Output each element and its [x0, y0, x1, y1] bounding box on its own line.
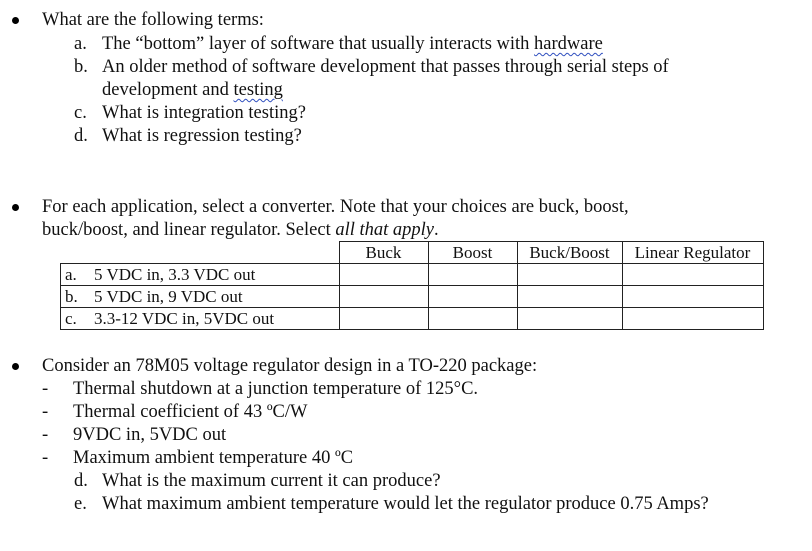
list-item-a	[74, 33, 603, 56]
cell-buck-c[interactable]	[339, 308, 428, 330]
row-letter: b.	[65, 286, 78, 306]
dash-item	[42, 401, 308, 424]
dash-text: Thermal coefficient of 43 ºC/W	[73, 402, 308, 422]
spellcheck-underlined-word: hardware	[534, 34, 603, 54]
dash-text: Thermal shutdown at a junction temperature of 125°C.	[73, 379, 479, 399]
row-letter: a.	[65, 264, 77, 284]
spellcheck-underlined-word: testing	[233, 80, 283, 100]
list-item-c	[74, 102, 306, 125]
item-letter: e.	[74, 494, 87, 514]
row-text: 5 VDC in, 9 VDC out	[94, 286, 243, 306]
list-item-b	[74, 56, 669, 79]
cell-buck-boost-b[interactable]	[517, 286, 622, 308]
header-buck-boost: Buck/Boost	[517, 242, 622, 264]
header-buck: Buck	[339, 242, 428, 264]
dash-marker: -	[42, 425, 49, 445]
list-item-d	[74, 125, 302, 148]
cell-buck-b[interactable]	[339, 286, 428, 308]
item-letter: c.	[74, 103, 87, 123]
item-letter: b.	[74, 57, 88, 77]
converter-instructions-line2	[42, 219, 439, 242]
cell-buck-boost-c[interactable]	[517, 308, 622, 330]
item-text: What is the maximum current it can produce?	[102, 471, 441, 491]
cell-linear-b[interactable]	[622, 286, 763, 308]
list-item-b-cont	[102, 79, 283, 102]
list-item-d2	[74, 470, 441, 493]
bullet-2	[12, 204, 19, 211]
dash-marker: -	[42, 379, 49, 399]
item-text: development and	[102, 80, 234, 100]
cell-linear-c[interactable]	[622, 308, 763, 330]
item-letter: d.	[74, 126, 88, 146]
cell-boost-c[interactable]	[428, 308, 517, 330]
row-label-a	[61, 264, 340, 286]
row-label-b	[61, 286, 340, 308]
cell-buck-a[interactable]	[339, 264, 428, 286]
dash-item	[42, 447, 353, 470]
bullet-3	[12, 363, 19, 370]
header-linear-regulator: Linear Regulator	[622, 242, 763, 264]
item-text: What is regression testing?	[102, 126, 302, 146]
dash-item	[42, 378, 478, 401]
dash-marker: -	[42, 448, 49, 468]
instruction-emphasis: all that apply	[335, 220, 435, 240]
converter-table	[60, 241, 764, 330]
table-row	[61, 286, 764, 308]
dash-text: 9VDC in, 5VDC out	[73, 425, 227, 445]
table-row	[61, 264, 764, 286]
instruction-period: .	[434, 220, 439, 240]
cell-linear-a[interactable]	[622, 264, 763, 286]
list-item-e	[74, 493, 709, 516]
item-letter: d.	[74, 471, 88, 491]
dash-marker: -	[42, 402, 49, 422]
row-letter: c.	[65, 308, 77, 328]
row-label-c	[61, 308, 340, 330]
bullet-1	[12, 17, 19, 24]
item-text: What is integration testing?	[102, 103, 306, 123]
question-terms: What are the following terms:	[42, 10, 264, 30]
converter-instructions-line1: For each application, select a converter. Note that your choices are buck, boost,	[42, 197, 629, 217]
table-row	[61, 308, 764, 330]
item-text: What maximum ambient temperature would let the regulator produce 0.75 Amps?	[102, 494, 709, 514]
table-header-row	[61, 242, 764, 264]
cell-buck-boost-a[interactable]	[517, 264, 622, 286]
cell-boost-a[interactable]	[428, 264, 517, 286]
cell-boost-b[interactable]	[428, 286, 517, 308]
item-text: An older method of software development that passes through serial steps of	[102, 57, 669, 77]
item-text: The “bottom” layer of software that usually interacts with	[102, 34, 535, 54]
header-boost: Boost	[428, 242, 517, 264]
instruction-text: buck/boost, and linear regulator. Select	[42, 220, 336, 240]
row-text: 5 VDC in, 3.3 VDC out	[94, 264, 256, 284]
table-corner-cell	[61, 242, 340, 264]
dash-text: Maximum ambient temperature 40 ºC	[73, 448, 354, 468]
row-text: 3.3-12 VDC in, 5VDC out	[94, 308, 275, 328]
dash-item	[42, 424, 226, 447]
regulator-intro: Consider an 78M05 voltage regulator design in a TO-220 package:	[42, 356, 538, 376]
item-letter: a.	[74, 34, 87, 54]
